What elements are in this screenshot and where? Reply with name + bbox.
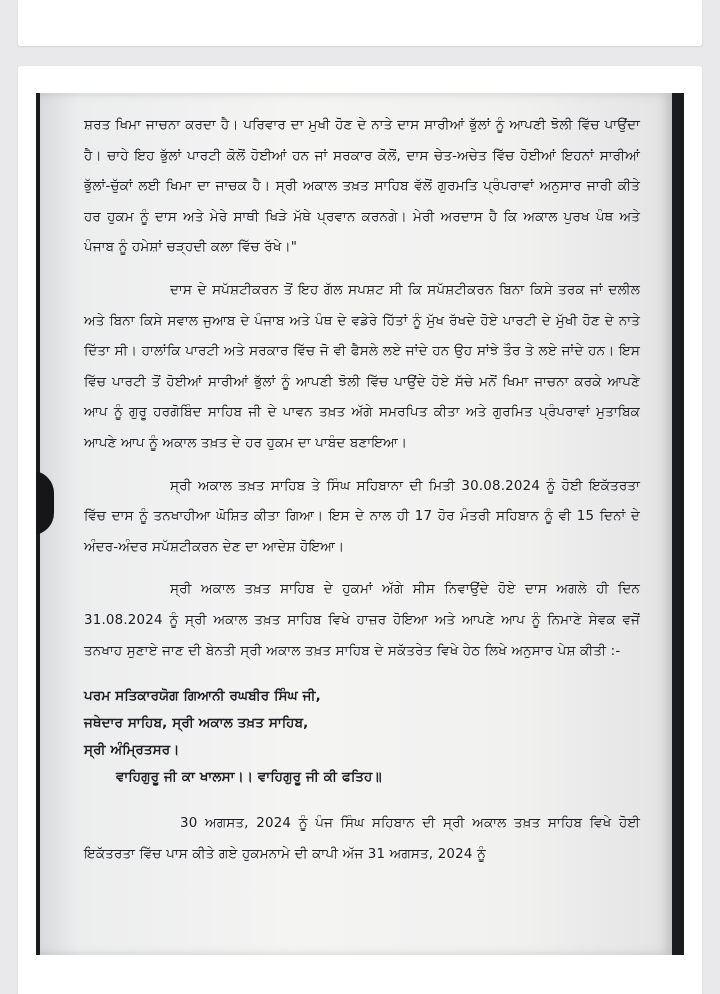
salutation: ਵਾਹਿਗੁਰੂ ਜੀ ਕਾ ਖਾਲਸਾ।। ਵਾਹਿਗੁਰੂ ਜੀ ਕੀ ਫਤਿਹ॥ (116, 770, 382, 786)
address-line-1: ਪਰਮ ਸਤਿਕਾਰਯੋਗ ਗਿਆਨੀ ਰਘਬੀਰ ਸਿੰਘ ਜੀ, (84, 689, 321, 705)
paper-sheet (40, 93, 672, 955)
document-photo[interactable] (36, 93, 684, 955)
address-block (84, 683, 640, 791)
previous-post-card (18, 0, 702, 46)
paragraph-apology: ਸ਼ਰਤ ਖਿਮਾ ਜਾਚਨਾ ਕਰਦਾ ਹੈ। ਪਰਿਵਾਰ ਦਾ ਮੁਖੀ ਹੋਣ ਦੇ ਨਾਤੇ ਦਾਸ ਸਾਰੀਆਂ ਭੁੱਲਾਂ ਨੂੰ ਆਪਣੀ ਝੋਲੀ ਵਿੱਚ ਪਾਉਂਦਾ ਹੈ। ਚਾਹੇ ਇਹ ਭੁੱਲਾਂ ਪਾਰਟੀ ਕੋਲੋਂ ਹੋਈਆਂ ਹਨ ਜਾਂ ਸਰਕਾਰ ਕੋਲੋਂ, ਦਾਸ ਚੇਤ-ਅਚੇਤ ਵਿੱਚ ਹੋਈਆਂ ਇਹਨਾਂ ਸਾਰੀਆਂ ਭੁੱਲਾਂ-ਚੁੱਕਾਂ ਲਈ ਖਿਮਾ ਦਾ ਜਾਚਕ ਹੈ। ਸ੍ਰੀ ਅਕਾਲ ਤਖ਼ਤ ਸਾਹਿਬ ਵੱਲੋਂ ਗੁਰਮਤਿ ਪ੍ਰੰਪਰਾਵਾਂ ਅਨੁਸਾਰ ਜਾਰੀ ਕੀਤੇ ਹਰ ਹੁਕਮ ਨੂੰ ਦਾਸ ਅਤੇ ਮੇਰੇ ਸਾਥੀ ਖਿੜੇ ਮੱਥੇ ਪ੍ਰਵਾਨ ਕਰਨਗੇ। ਮੇਰੀ ਅਰਦਾਸ ਹੈ ਕਿ ਅਕਾਲ ਪੁਰਖ ਪੰਥ ਅਤੇ ਪੰਜਾਬ ਨੂੰ ਹਮੇਸ਼ਾਂ ਚੜ੍ਹਦੀ ਕਲਾ ਵਿੱਚ ਰੱਖੇ।" (84, 118, 640, 256)
paragraph-declaration: ਸ੍ਰੀ ਅਕਾਲ ਤਖ਼ਤ ਸਾਹਿਬ ਤੇ ਸਿੰਘ ਸਹਿਬਾਨਾ ਦੀ ਮਿਤੀ 30.08.2024 ਨੂੰ ਹੋਈ ਇਕੱਤਰਤਾ ਵਿੱਚ ਦਾਸ ਨੂੰ ਤਨਖਾਹੀਆ ਘੋਸ਼ਿਤ ਕੀਤਾ ਗਿਆ। ਇਸ ਦੇ ਨਾਲ ਹੀ 17 ਹੋਰ ਮੰਤਰੀ ਸਹਿਬਾਨ ਨੂੰ ਵੀ 15 ਦਿਨਾਂ ਦੇ ਅੰਦਰ-ਅੰਦਰ ਸਪੱਸ਼ਟੀਕਰਨ ਦੇਣ ਦਾ ਆਦੇਸ਼ ਹੋਇਆ। (84, 478, 640, 555)
paragraph-clarification: ਦਾਸ ਦੇ ਸਪੱਸ਼ਟੀਕਰਨ ਤੋਂ ਇਹ ਗੱਲ ਸਪਸ਼ਟ ਸੀ ਕਿ ਸਪੱਸ਼ਟੀਕਰਨ ਬਿਨਾ ਕਿਸੇ ਤਰਕ ਜਾਂ ਦਲੀਲ ਅਤੇ ਬਿਨਾ ਕਿਸੇ ਸਵਾਲ ਜੁਆਬ ਦੇ ਪੰਜਾਬ ਅਤੇ ਪੰਥ ਦੇ ਵਡੇਰੇ ਹਿੱਤਾਂ ਨੂੰ ਮੁੱਖ ਰੱਖਦੇ ਹੋਏ ਪਾਰਟੀ ਦੇ ਮੁੱਖੀ ਹੋਣ ਦੇ ਨਾਤੇ ਦਿੱਤਾ ਸੀ। ਹਾਲਾਂਕਿ ਪਾਰਟੀ ਅਤੇ ਸਰਕਾਰ ਵਿੱਚ ਜੋ ਵੀ ਫੈਸਲੇ ਲਏ ਜਾਂਦੇ ਹਨ ਉਹ ਸਾਂਝੇ ਤੌਰ ਤੇ ਲਏ ਜਾਂਦੇ ਹਨ। ਇਸ ਵਿੱਚ ਪਾਰਟੀ ਤੋਂ ਹੋਈਆਂ ਸਾਰੀਆਂ ਭੁੱਲਾਂ ਨੂੰ ਆਪਣੀ ਝੋਲੀ ਵਿੱਚ ਪਾਉਂਦੇ ਹੋਏ ਸੱਚੇ ਮਨੋਂ ਖਿਮਾ ਜਾਚਨਾ ਕਰਕੇ ਆਪਣੇ ਆਪ ਨੂੰ ਗੁਰੂ ਹਰਗੋਬਿੰਦ ਸਾਹਿਬ ਜੀ ਦੇ ਪਾਵਨ ਤਖ਼ਤ ਅੱਗੇ ਸਮਰਪਿਤ ਕੀਤਾ ਅਤੇ ਗੁਰਮਿਤ ਪ੍ਰੰਪਰਾਵਾਂ ਮੁਤਾਬਿਕ ਆਪਣੇ ਆਪ ਨੂੰ ਅਕਾਲ ਤਖ਼ਤ ਦੇ ਹਰ ਹੁਕਮ ਦਾ ਪਾਬੰਦ ਬਣਾਇਆ। (84, 282, 640, 451)
document-text (84, 111, 640, 870)
finger-shadow (36, 471, 54, 535)
paragraph-closing: 30 ਅਗਸਤ, 2024 ਨੂੰ ਪੰਜ ਸਿੰਘ ਸਹਿਬਾਨ ਦੀ ਸ੍ਰੀ ਅਕਾਲ ਤਖ਼ਤ ਸਾਹਿਬ ਵਿਖੇ ਹੋਈ ਇਕੱਤਰਤਾ ਵਿੱਚ ਪਾਸ ਕੀਤੇ ਗਏ ਹੁਕਮਨਾਮੇ ਦੀ ਕਾਪੀ ਅੱਜ 31 ਅਗਸਤ, 2024 ਨੂੰ (84, 816, 640, 862)
paragraph-appearance: ਸ੍ਰੀ ਅਕਾਲ ਤਖ਼ਤ ਸਾਹਿਬ ਦੇ ਹੁਕਮਾਂ ਅੱਗੇ ਸੀਸ ਨਿਵਾਉਂਦੇ ਹੋਏ ਦਾਸ ਅਗਲੇ ਹੀ ਦਿਨ 31.08.2024 ਨੂੰ ਸ੍ਰੀ ਅਕਾਲ ਤਖ਼ਤ ਸਾਹਿਬ ਵਿਖੇ ਹਾਜ਼ਰ ਹੋਇਆ ਅਤੇ ਆਪਣੇ ਆਪ ਨੂੰ ਨਿਮਾਣੇ ਸੇਵਕ ਵਜੋਂ ਤਨਖਾਹ ਸੁਣਾਏ ਜਾਣ ਦੀ ਬੇਨਤੀ ਸ੍ਰੀ ਅਕਾਲ ਤਖ਼ਤ ਸਾਹਿਬ ਦੇ ਸਕੱਤਰੇਤ ਵਿਖੇ ਹੇਠ ਲਿਖੇ ਅਨੁਸਾਰ ਪੇਸ਼ ਕੀਤੀ :- (84, 582, 640, 659)
address-line-2: ਜਥੇਦਾਰ ਸਾਹਿਬ, ਸ੍ਰੀ ਅਕਾਲ ਤਖ਼ਤ ਸਾਹਿਬ, (84, 716, 309, 732)
address-line-3: ਸ੍ਰੀ ਅੰਮ੍ਰਿਤਸਰ। (84, 743, 180, 759)
